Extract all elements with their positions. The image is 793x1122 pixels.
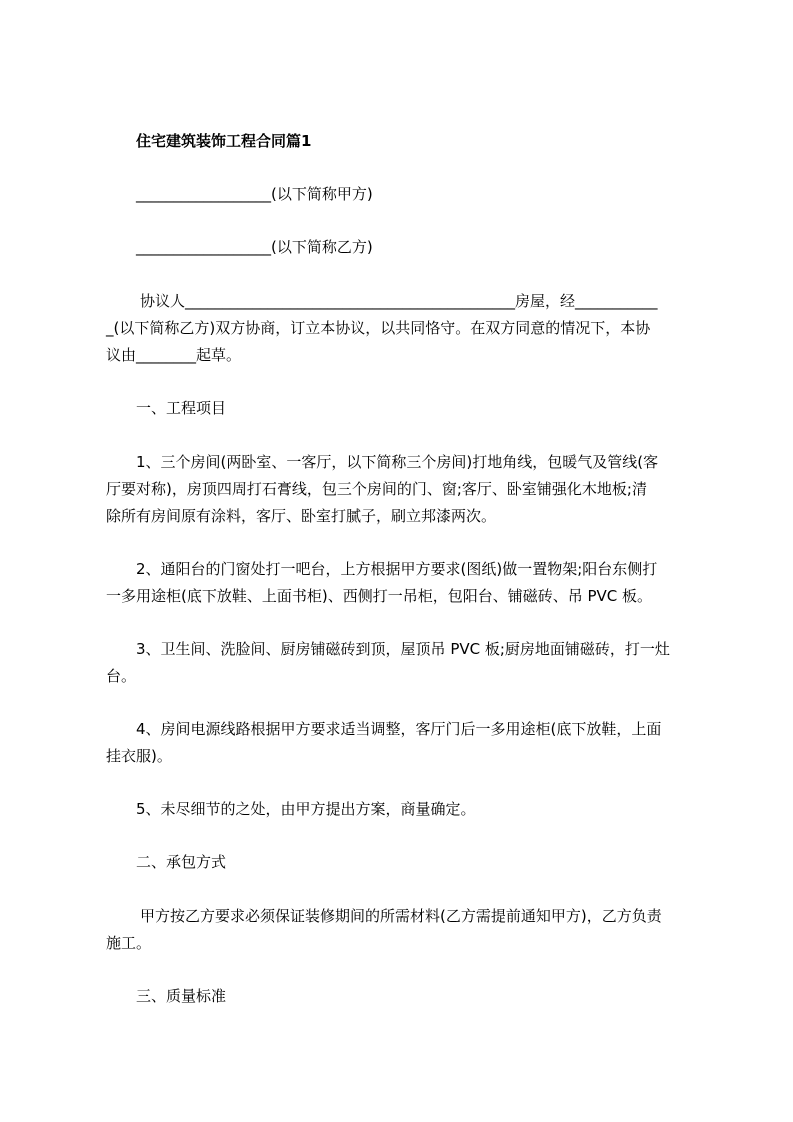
item-1-line-2: 厅要对称)，房顶四周打石膏线，包三个房间的门、窗;客厅、卧室铺强化木地板;清 (106, 480, 647, 498)
item-3-line-1: 3、卫生间、洗脸间、厨房铺磁砖到顶，屋顶吊 PVC 板;厨房地面铺磁砖，打一灶 (136, 640, 670, 658)
section-2-heading: 二、承包方式 (136, 853, 227, 871)
section-3-heading: 三、质量标准 (136, 987, 227, 1005)
party-a-line: __________________(以下简称甲方) (136, 185, 373, 203)
item-5-line: 5、未尽细节的之处，由甲方提出方案，商量确定。 (136, 800, 476, 818)
item-1-line-1: 1、三个房间(两卧室、一客厅，以下简称三个房间)打地角线，包暖气及管线(客 (136, 453, 659, 471)
section-2-line-1: 甲方按乙方要求必须保证装修期间的所需材料(乙方需提前通知甲方)，乙方负责 (140, 907, 662, 925)
section-1-heading: 一、工程项目 (136, 399, 227, 417)
intro-line-1: 协议人____________________________________________房屋，经___________ (140, 292, 658, 310)
item-1-line-3: 除所有房间原有涂料，客厅、卧室打腻子，刷立邦漆两次。 (106, 507, 497, 525)
intro-line-2: _(以下简称乙方)双方协商，订立本协议，以共同恪守。在双方同意的情况下，本协 (106, 319, 651, 337)
item-3-line-2: 台。 (106, 667, 137, 685)
item-2-line-2: 一多用途柜(底下放鞋、上面书柜)、西侧打一吊柜，包阳台、铺磁砖、吊 PVC 板。 (106, 587, 653, 605)
document-title: 住宅建筑装饰工程合同篇1 (136, 132, 312, 150)
item-4-line-1: 4、房间电源线路根据甲方要求适当调整，客厅门后一多用途柜(底下放鞋，上面 (136, 720, 662, 738)
item-4-line-2: 挂衣服)。 (106, 747, 172, 765)
item-2-line-1: 2、通阳台的门窗处打一吧台，上方根据甲方要求(图纸)做一置物架;阳台东侧打 (136, 560, 658, 578)
intro-line-3: 议由________起草。 (106, 346, 242, 364)
party-b-line: __________________(以下简称乙方) (136, 238, 373, 256)
section-2-line-2: 施工。 (106, 934, 152, 952)
